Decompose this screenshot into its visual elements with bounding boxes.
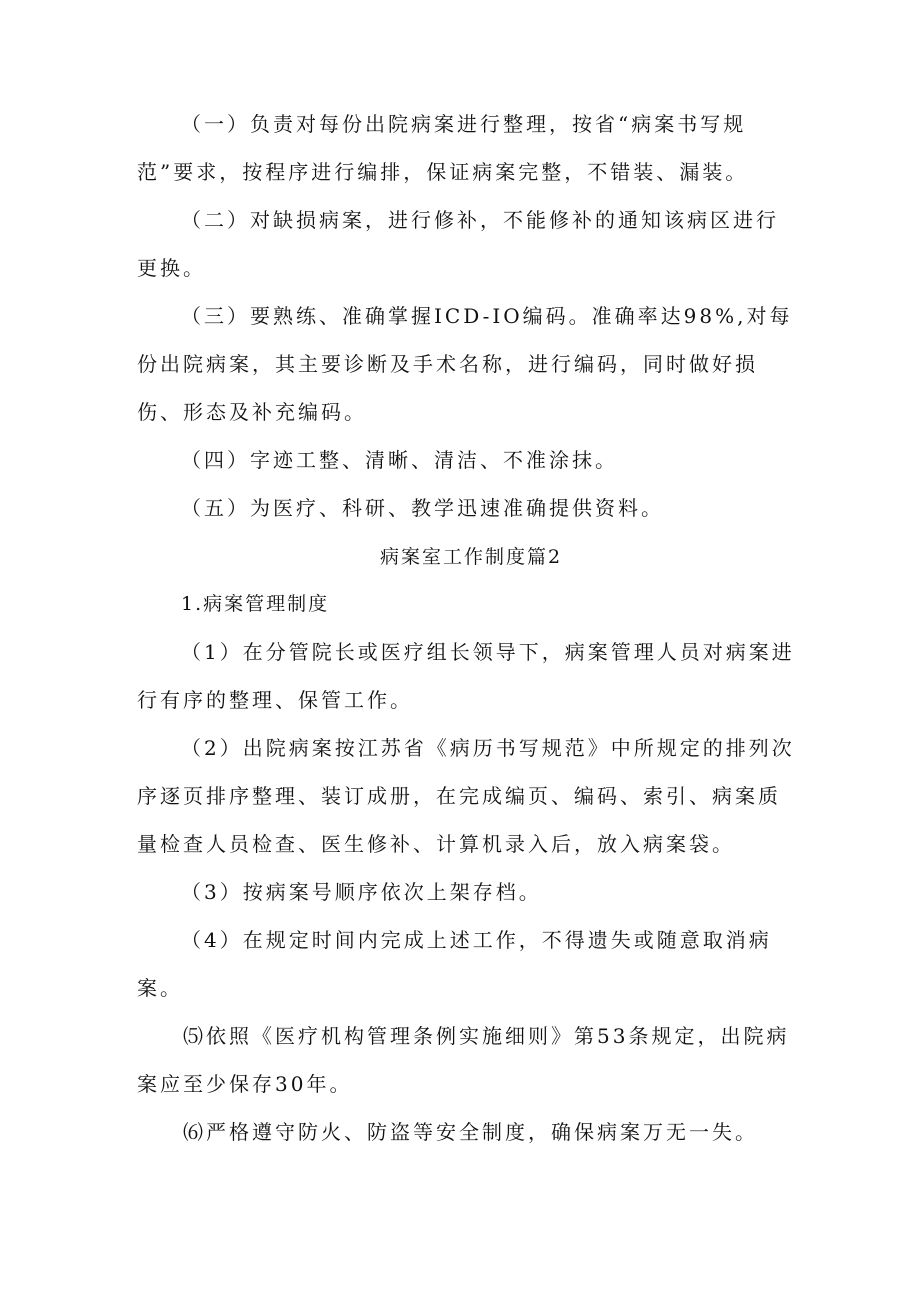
subsection-title: 1.病案管理制度 bbox=[181, 593, 330, 615]
paragraph-rule-1: （1）在分管院长或医疗组长领导下，病案管理人员对病案进行有序的整理、保管工作。 bbox=[137, 640, 795, 712]
paragraph-rule-4: （4）在规定时间内完成上述工作，不得遗失或随意取消病案。 bbox=[137, 928, 772, 1000]
section-title: 病案室工作制度篇2 bbox=[379, 546, 563, 568]
paragraph-rule-5: ⑸依照《医疗机构管理条例实施细则》第53条规定，出院病案应至少保存30年。 bbox=[137, 1024, 790, 1096]
paragraph-duty-4: （四）字迹工整、清晰、清洁、不准涂抹。 bbox=[181, 448, 618, 472]
paragraph-rule-3: （3）按病案号顺序依次上架存档。 bbox=[181, 880, 542, 904]
paragraph-rule-6: ⑹严格遵守防火、防盗等安全制度，确保病案万无一失。 bbox=[183, 1120, 758, 1144]
paragraph-duty-2: （二）对缺损病案，进行修补，不能修补的通知该病区进行更换。 bbox=[137, 208, 779, 280]
paragraph-rule-2: （2）出院病案按江苏省《病历书写规范》中所规定的排列次序逐页排序整理、装订成册，在完成编页、编码、索引、病案质量检查人员检查、医生修补、计算机录入后，放入病案袋。 bbox=[137, 736, 795, 856]
paragraph-duty-1: （一）负责对每份出院病案进行整理，按省“病案书写规范”要求，按程序进行编排，保证病案完整，不错装、漏装。 bbox=[137, 112, 749, 184]
document-body bbox=[137, 100, 797, 1156]
paragraph-duty-5: （五）为医疗、科研、教学迅速准确提供资料。 bbox=[181, 496, 664, 520]
paragraph-duty-3: （三）要熟练、准确掌握ICD-IO编码。准确率达98%,对每份出院病案，其主要诊断及手术名称，进行编码，同时做好损伤、形态及补充编码。 bbox=[137, 304, 793, 424]
